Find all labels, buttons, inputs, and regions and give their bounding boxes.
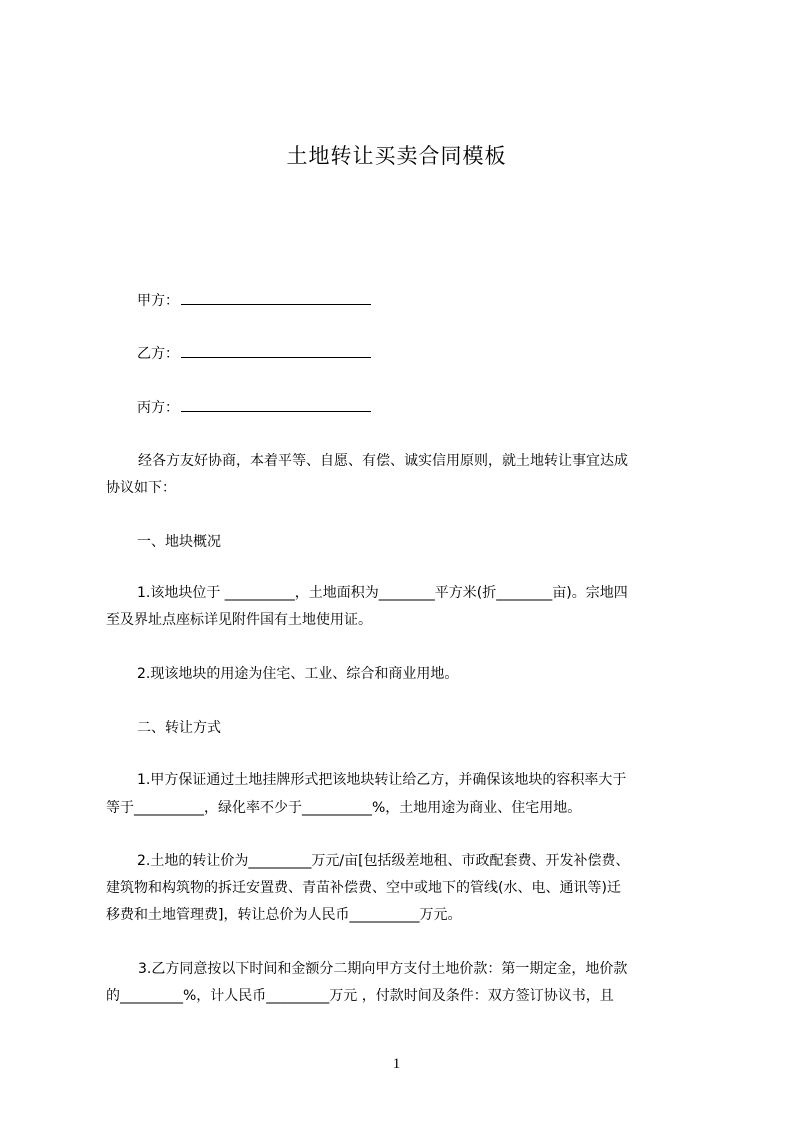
intro-line-2: 协议如下： [106, 480, 176, 496]
section-1-item-2: 2.现该地块的用途为住宅、工业、综合和商业用地。 [137, 666, 459, 682]
party-a-blank [181, 289, 371, 305]
section-1-item-1-line-1: 1.该地块位于 __________，土地面积为________平方米(折________亩)。宗地四 [137, 585, 628, 601]
document-title: 土地转让买卖合同模板 [286, 144, 507, 168]
intro-line-1: 经各方友好协商，本着平等、自愿、有偿、诚实信用原则，就土地转让事宜达成 [138, 453, 628, 469]
section-2-item-3-line-1: 3.乙方同意按以下时间和金额分二期向甲方支付土地价款：第一期定金，地价款 [138, 961, 628, 977]
section-2-item-2-line-2: 建筑物和构筑物的拆迁安置费、青苗补偿费、空中或地下的管线(水、电、通讯等)迁 [106, 880, 621, 896]
party-b-label: 乙方： [137, 346, 179, 362]
section-2-item-2-line-1: 2.土地的转让价为_________万元/亩[包括级差地租、市政配套费、开发补偿费、 [137, 853, 630, 869]
party-c-line [137, 395, 737, 422]
party-c-blank [181, 396, 371, 412]
party-a-label: 甲方： [137, 293, 179, 309]
section-2-item-1-line-1: 1.甲方保证通过土地挂牌形式把该地块转让给乙方，并确保该地块的容积率大于 [137, 772, 627, 788]
party-c-label: 丙方： [137, 400, 179, 416]
section-2-item-3-line-2: 的_________%，计人民币_________万元 ，付款时间及条件：双方签订协议书，且 [106, 988, 614, 1004]
section-2-heading: 二、转让方式 [137, 720, 221, 736]
section-2-item-1-line-2: 等于__________，绿化率不少于__________%，土地用途为商业、住宅用地。 [106, 800, 582, 816]
section-1-item-1-line-2: 至及界址点座标详见附件国有土地使用证。 [106, 612, 372, 628]
page-number: 1 [392, 1056, 401, 1072]
party-b-line [137, 341, 737, 368]
section-2-item-2-line-3: 移费和土地管理费]，转让总价为人民币__________万元。 [106, 907, 462, 923]
party-a-line [137, 288, 737, 315]
section-1-heading: 一、地块概况 [137, 534, 221, 550]
party-b-blank [181, 342, 371, 358]
